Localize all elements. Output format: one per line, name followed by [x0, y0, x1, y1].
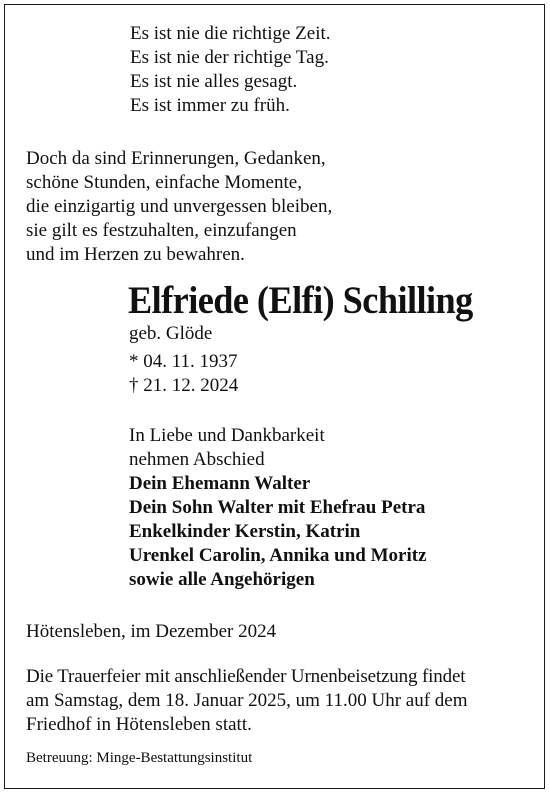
funeral-line: Die Trauerfeier mit anschließender Urnenbeisetzung findet: [26, 666, 466, 687]
poem-line: Es ist nie die richtige Zeit.: [130, 23, 331, 44]
verse-line: schöne Stunden, einfache Momente,: [26, 172, 302, 193]
mourner: Enkelkinder Kerstin, Katrin: [129, 521, 361, 542]
maiden-name: geb. Glöde: [129, 323, 213, 344]
deceased-name: Elfriede (Elfi) Schilling: [128, 279, 473, 322]
verse-line: sie gilt es festzuhalten, einzufangen: [26, 220, 297, 241]
verse-line: und im Herzen zu bewahren.: [26, 244, 245, 265]
funeral-line: Friedhof in Hötensleben statt.: [26, 714, 252, 735]
poem-line: Es ist immer zu früh.: [130, 95, 290, 116]
mourner: sowie alle Angehörigen: [129, 569, 315, 590]
verse-line: Doch da sind Erinnerungen, Gedanken,: [26, 148, 326, 169]
funeral-line: am Samstag, dem 18. Januar 2025, um 11.00 Uhr auf dem: [26, 690, 468, 711]
poem-line: Es ist nie alles gesagt.: [130, 71, 298, 92]
care-note: Betreuung: Minge-Bestattungsinstitut: [26, 750, 253, 766]
poem-line: Es ist nie der richtige Tag.: [130, 47, 329, 68]
death-date: † 21. 12. 2024: [129, 375, 239, 396]
farewell-intro-line: nehmen Abschied: [129, 449, 265, 470]
mourner: Dein Sohn Walter mit Ehefrau Petra: [129, 497, 426, 518]
birth-date: * 04. 11. 1937: [129, 351, 238, 372]
mourner: Dein Ehemann Walter: [129, 473, 311, 494]
place-date: Hötensleben, im Dezember 2024: [26, 621, 277, 642]
mourner: Urenkel Carolin, Annika und Moritz: [129, 545, 427, 566]
verse-line: die einzigartig und unvergessen bleiben,: [26, 196, 333, 217]
farewell-intro-line: In Liebe und Dankbarkeit: [129, 425, 325, 446]
